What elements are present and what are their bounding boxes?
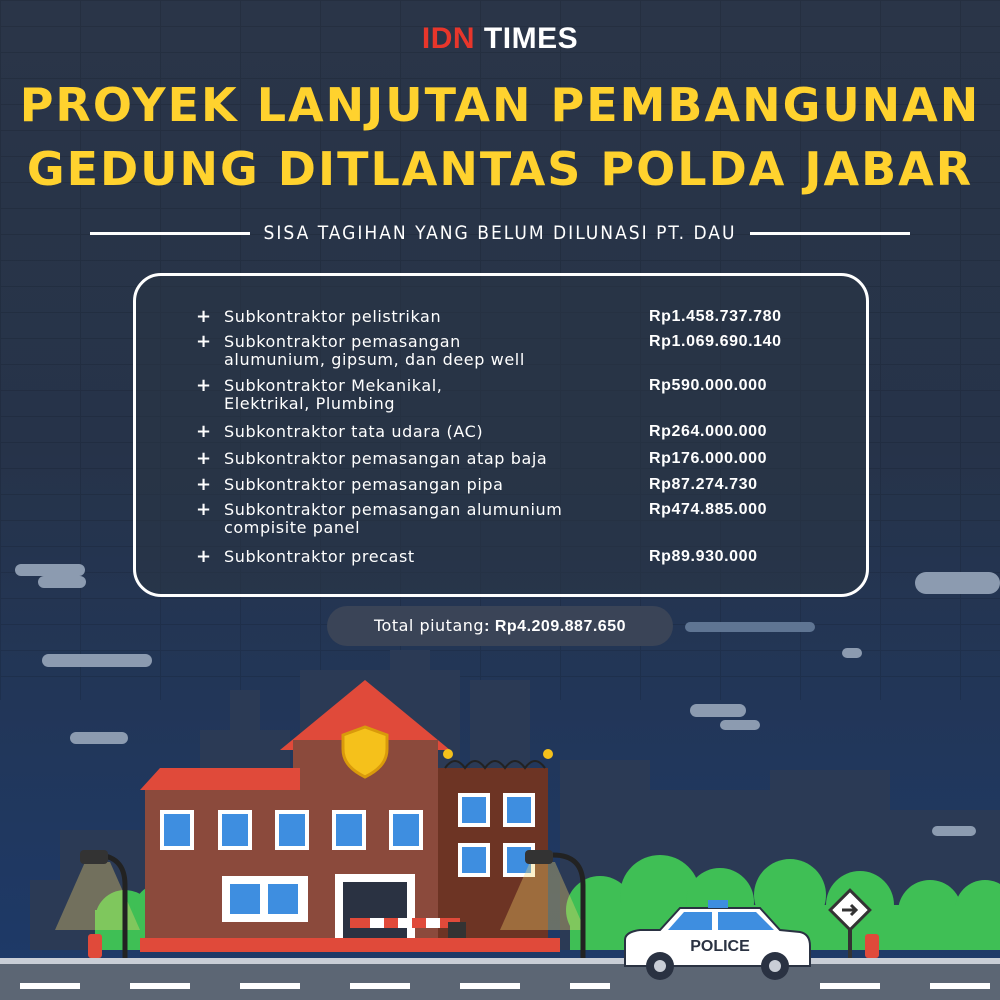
item-amount: Rp176.000.000 — [649, 450, 768, 467]
city-scene — [0, 640, 1000, 1000]
cloud — [915, 572, 1000, 594]
warning-light — [543, 749, 553, 759]
total-amount: Rp4.209.887.650 — [494, 618, 626, 635]
item-amount: Rp87.274.730 — [649, 476, 758, 493]
plus-icon: + — [196, 474, 212, 495]
item-label: Subkontraktor precast — [224, 547, 415, 566]
cloud — [685, 622, 815, 632]
logo-times: TIMES — [483, 22, 579, 55]
item-amount: Rp590.000.000 — [649, 377, 768, 394]
warning-light — [443, 749, 453, 759]
portrait — [230, 884, 260, 914]
item-amount: Rp474.885.000 — [649, 501, 768, 518]
fire-hydrant-icon — [88, 934, 102, 958]
subtitle-row — [90, 218, 910, 248]
portrait — [268, 884, 298, 914]
cloud — [70, 732, 128, 744]
cloud — [690, 704, 746, 717]
plus-icon: + — [196, 499, 212, 520]
cloud — [38, 576, 86, 588]
item-label: Subkontraktor Mekanikal, Elektrikal, Plumbing — [224, 376, 443, 413]
total-separator: : — [484, 618, 495, 635]
cloud — [15, 564, 85, 576]
item-amount: Rp264.000.000 — [649, 423, 768, 440]
subtitle-divider-left — [90, 232, 250, 235]
debt-list-panel — [133, 273, 869, 597]
item-label: Subkontraktor pemasangan alumunium, gipsum, dan deep well — [224, 332, 525, 369]
building-base — [140, 938, 560, 952]
idn-times-logo — [0, 22, 1000, 56]
plus-icon: + — [196, 331, 212, 352]
item-label: Subkontraktor tata udara (AC) — [224, 422, 484, 441]
title-line-2: GEDUNG DITLANTAS POLDA JABAR — [26, 142, 974, 196]
total-label: Total piutang — [373, 616, 485, 635]
subtitle-divider-right — [750, 232, 910, 235]
police-car-label: POLICE — [690, 938, 750, 955]
cloud — [932, 826, 976, 836]
item-label: Subkontraktor pemasangan pipa — [224, 475, 504, 494]
item-amount: Rp1.069.690.140 — [649, 333, 782, 350]
plus-icon: + — [196, 306, 212, 327]
item-amount: Rp1.458.737.780 — [649, 308, 782, 325]
fire-hydrant-icon — [865, 934, 879, 958]
item-label: Subkontraktor pemasangan alumunium compisite panel — [224, 500, 563, 537]
subtitle: SISA TAGIHAN YANG BELUM DILUNASI PT. DAU — [263, 222, 737, 244]
item-amount: Rp89.930.000 — [649, 548, 758, 565]
road-markings — [20, 983, 990, 989]
road — [0, 958, 1000, 1000]
title-line-1: PROYEK LANJUTAN PEMBANGUNAN — [19, 78, 981, 132]
logo-idn: IDN — [421, 22, 476, 55]
plus-icon: + — [196, 421, 212, 442]
cloud — [720, 720, 760, 730]
plus-icon: + — [196, 375, 212, 396]
plus-icon: + — [196, 546, 212, 567]
left-roof — [140, 768, 300, 790]
plus-icon: + — [196, 448, 212, 469]
item-label: Subkontraktor pelistrikan — [224, 307, 442, 326]
item-label: Subkontraktor pemasangan atap baja — [224, 449, 548, 468]
sidewalk — [0, 958, 1000, 964]
